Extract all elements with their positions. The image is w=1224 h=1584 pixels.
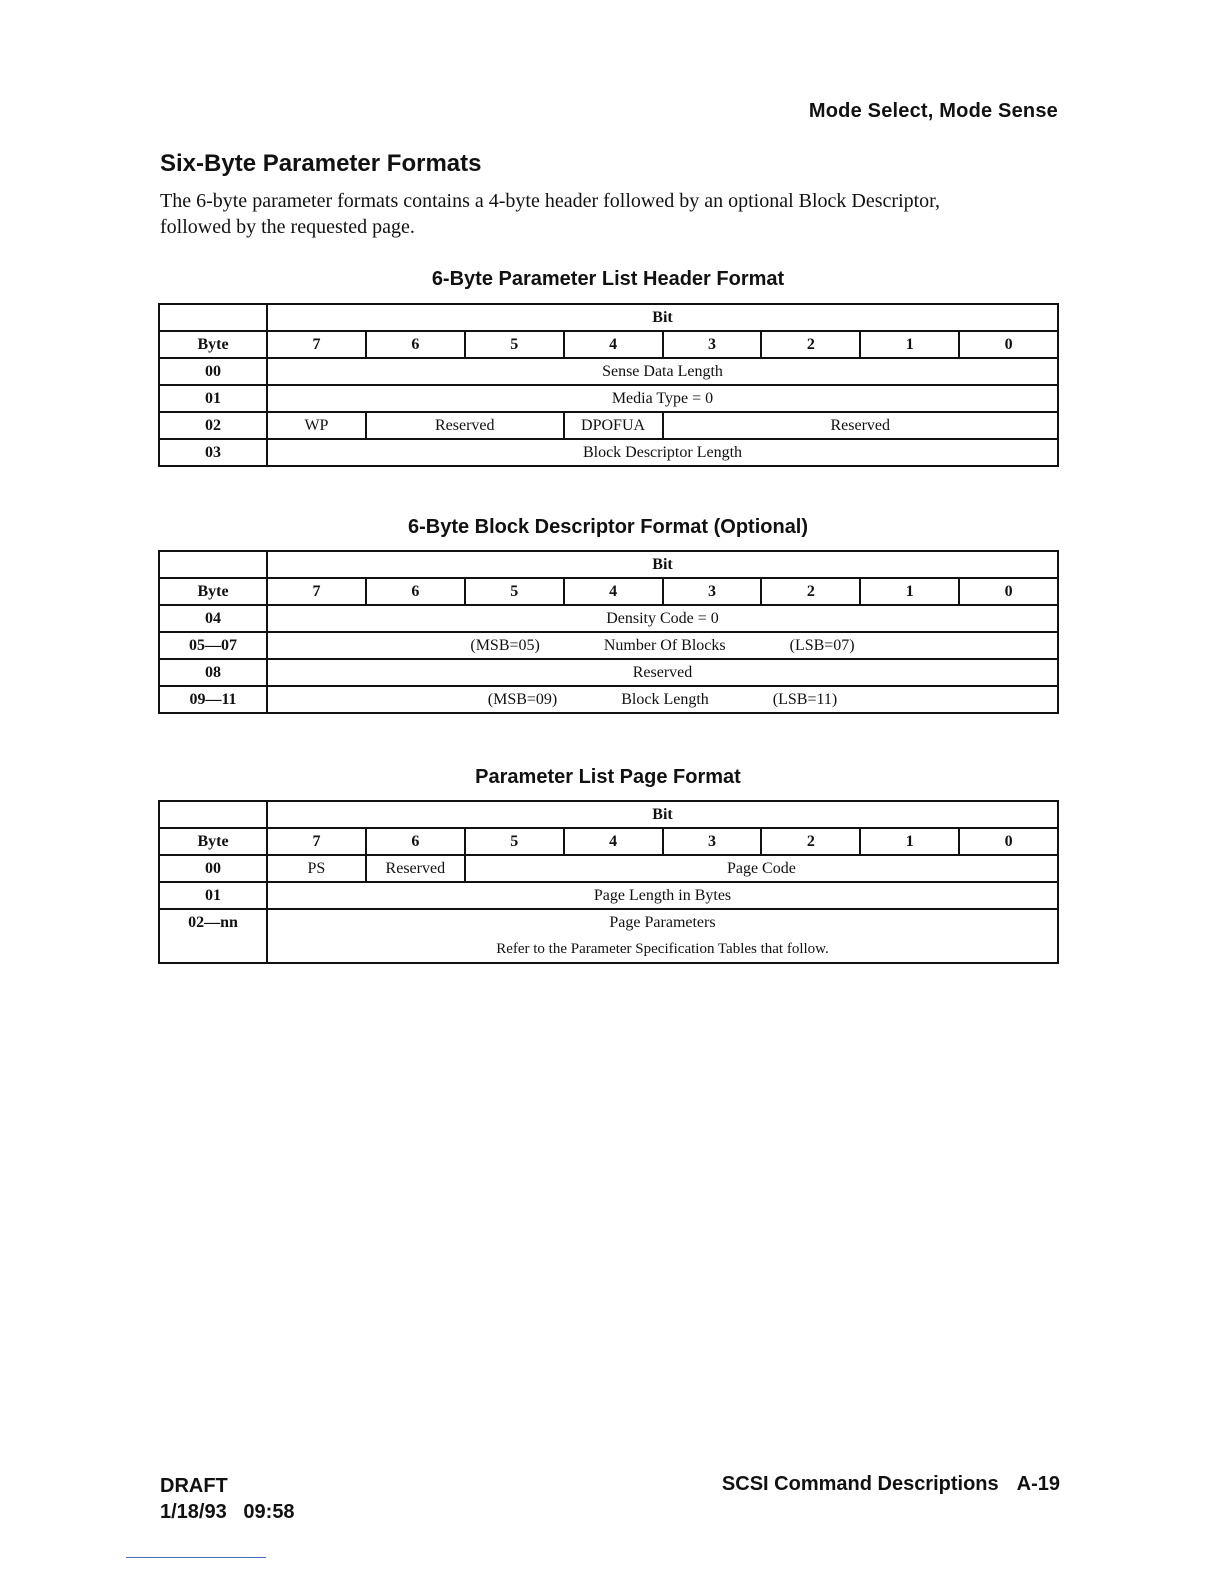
byte-heading: Byte <box>159 828 267 855</box>
table1-title: 6-Byte Parameter List Header Format <box>431 268 785 290</box>
bit-0: 0 <box>959 331 1058 358</box>
table-row <box>159 632 1058 659</box>
field-note: Refer to the Parameter Specification Tables that follow. <box>496 941 829 957</box>
running-head: Mode Select, Mode Sense <box>808 100 1058 122</box>
field-reserved: Reserved <box>267 659 1058 686</box>
bit-2: 2 <box>761 828 860 855</box>
corner-cell <box>159 304 267 331</box>
field-label: Number Of Blocks <box>603 637 726 654</box>
draft-date: 1/18/93 <box>160 1501 227 1523</box>
bit-2: 2 <box>761 578 860 605</box>
field-block-descriptor-length: Block Descriptor Length <box>267 439 1058 466</box>
table-row <box>159 855 1058 882</box>
draft-timestamp <box>160 1499 295 1525</box>
bit-4: 4 <box>564 331 663 358</box>
bit-1: 1 <box>860 828 959 855</box>
field-density-code: Density Code = 0 <box>267 605 1058 632</box>
bit-2: 2 <box>761 331 860 358</box>
chapter-title: SCSI Command Descriptions <box>721 1473 999 1495</box>
bit-5: 5 <box>465 578 564 605</box>
field-label: Block Length <box>621 691 709 708</box>
table-row <box>159 412 1058 439</box>
byte-number: 03 <box>159 439 267 466</box>
field-ps: PS <box>267 855 366 882</box>
table3-title: Parameter List Page Format <box>475 766 741 788</box>
footer-draft-stamp <box>160 1473 295 1525</box>
bit-3: 3 <box>663 578 762 605</box>
field-media-type: Media Type = 0 <box>267 385 1058 412</box>
byte-number: 08 <box>159 659 267 686</box>
bit-4: 4 <box>564 828 663 855</box>
table-row <box>159 439 1058 466</box>
bit-3: 3 <box>663 331 762 358</box>
table-row <box>159 605 1058 632</box>
field-block-length <box>267 686 1058 713</box>
bit-5: 5 <box>465 828 564 855</box>
field-label: Page Parameters <box>609 914 716 931</box>
draft-time: 09:58 <box>243 1501 295 1523</box>
header-format-table <box>158 303 1059 467</box>
byte-number: 01 <box>159 385 267 412</box>
page-format-table <box>158 800 1059 964</box>
field-page-code: Page Code <box>465 855 1058 882</box>
footer-page-info <box>722 1473 1060 1496</box>
field-sense-data-length: Sense Data Length <box>267 358 1058 385</box>
bit-heading: Bit <box>267 551 1058 578</box>
field-wp: WP <box>267 412 366 439</box>
corner-cell <box>159 801 267 828</box>
byte-heading: Byte <box>159 331 267 358</box>
table2-title: 6-Byte Block Descriptor Format (Optional) <box>407 516 809 538</box>
bit-7: 7 <box>267 331 366 358</box>
byte-number: 05—07 <box>159 632 267 659</box>
byte-heading: Byte <box>159 578 267 605</box>
table-row <box>159 385 1058 412</box>
table-row <box>159 909 1058 963</box>
byte-number: 02 <box>159 412 267 439</box>
field-number-of-blocks <box>267 632 1058 659</box>
bit-0: 0 <box>959 578 1058 605</box>
msb-marker: (MSB=05) <box>470 637 540 654</box>
bit-heading: Bit <box>267 304 1058 331</box>
byte-number: 00 <box>159 855 267 882</box>
table-row <box>159 686 1058 713</box>
field-dpofua: DPOFUA <box>564 412 663 439</box>
intro-paragraph: The 6-byte parameter formats contains a 4-byte header followed by an optional Block Descriptor, followed by the requested page. <box>160 190 941 238</box>
corner-cell <box>159 551 267 578</box>
field-reserved: Reserved <box>366 412 564 439</box>
draft-label: DRAFT <box>160 1475 228 1497</box>
byte-number: 09—11 <box>159 686 267 713</box>
bit-7: 7 <box>267 828 366 855</box>
byte-number: 04 <box>159 605 267 632</box>
byte-number: 00 <box>159 358 267 385</box>
field-page-parameters <box>267 909 1058 963</box>
table-row <box>159 659 1058 686</box>
table-row <box>159 358 1058 385</box>
lsb-marker: (LSB=07) <box>789 637 855 654</box>
bit-3: 3 <box>663 828 762 855</box>
scan-edge-line <box>126 1557 266 1558</box>
section-title: Six-Byte Parameter Formats <box>160 150 482 177</box>
field-page-length: Page Length in Bytes <box>267 882 1058 909</box>
field-reserved: Reserved <box>366 855 465 882</box>
lsb-marker: (LSB=11) <box>772 691 838 708</box>
bit-1: 1 <box>860 578 959 605</box>
bit-6: 6 <box>366 331 465 358</box>
field-reserved: Reserved <box>663 412 1059 439</box>
page-number: A-19 <box>1016 1473 1060 1495</box>
bit-4: 4 <box>564 578 663 605</box>
table-row <box>159 882 1058 909</box>
bit-6: 6 <box>366 578 465 605</box>
block-descriptor-table <box>158 550 1059 714</box>
byte-number: 02—nn <box>159 909 267 963</box>
bit-5: 5 <box>465 331 564 358</box>
bit-0: 0 <box>959 828 1058 855</box>
bit-6: 6 <box>366 828 465 855</box>
byte-number: 01 <box>159 882 267 909</box>
bit-7: 7 <box>267 578 366 605</box>
bit-heading: Bit <box>267 801 1058 828</box>
msb-marker: (MSB=09) <box>487 691 558 708</box>
bit-1: 1 <box>860 331 959 358</box>
